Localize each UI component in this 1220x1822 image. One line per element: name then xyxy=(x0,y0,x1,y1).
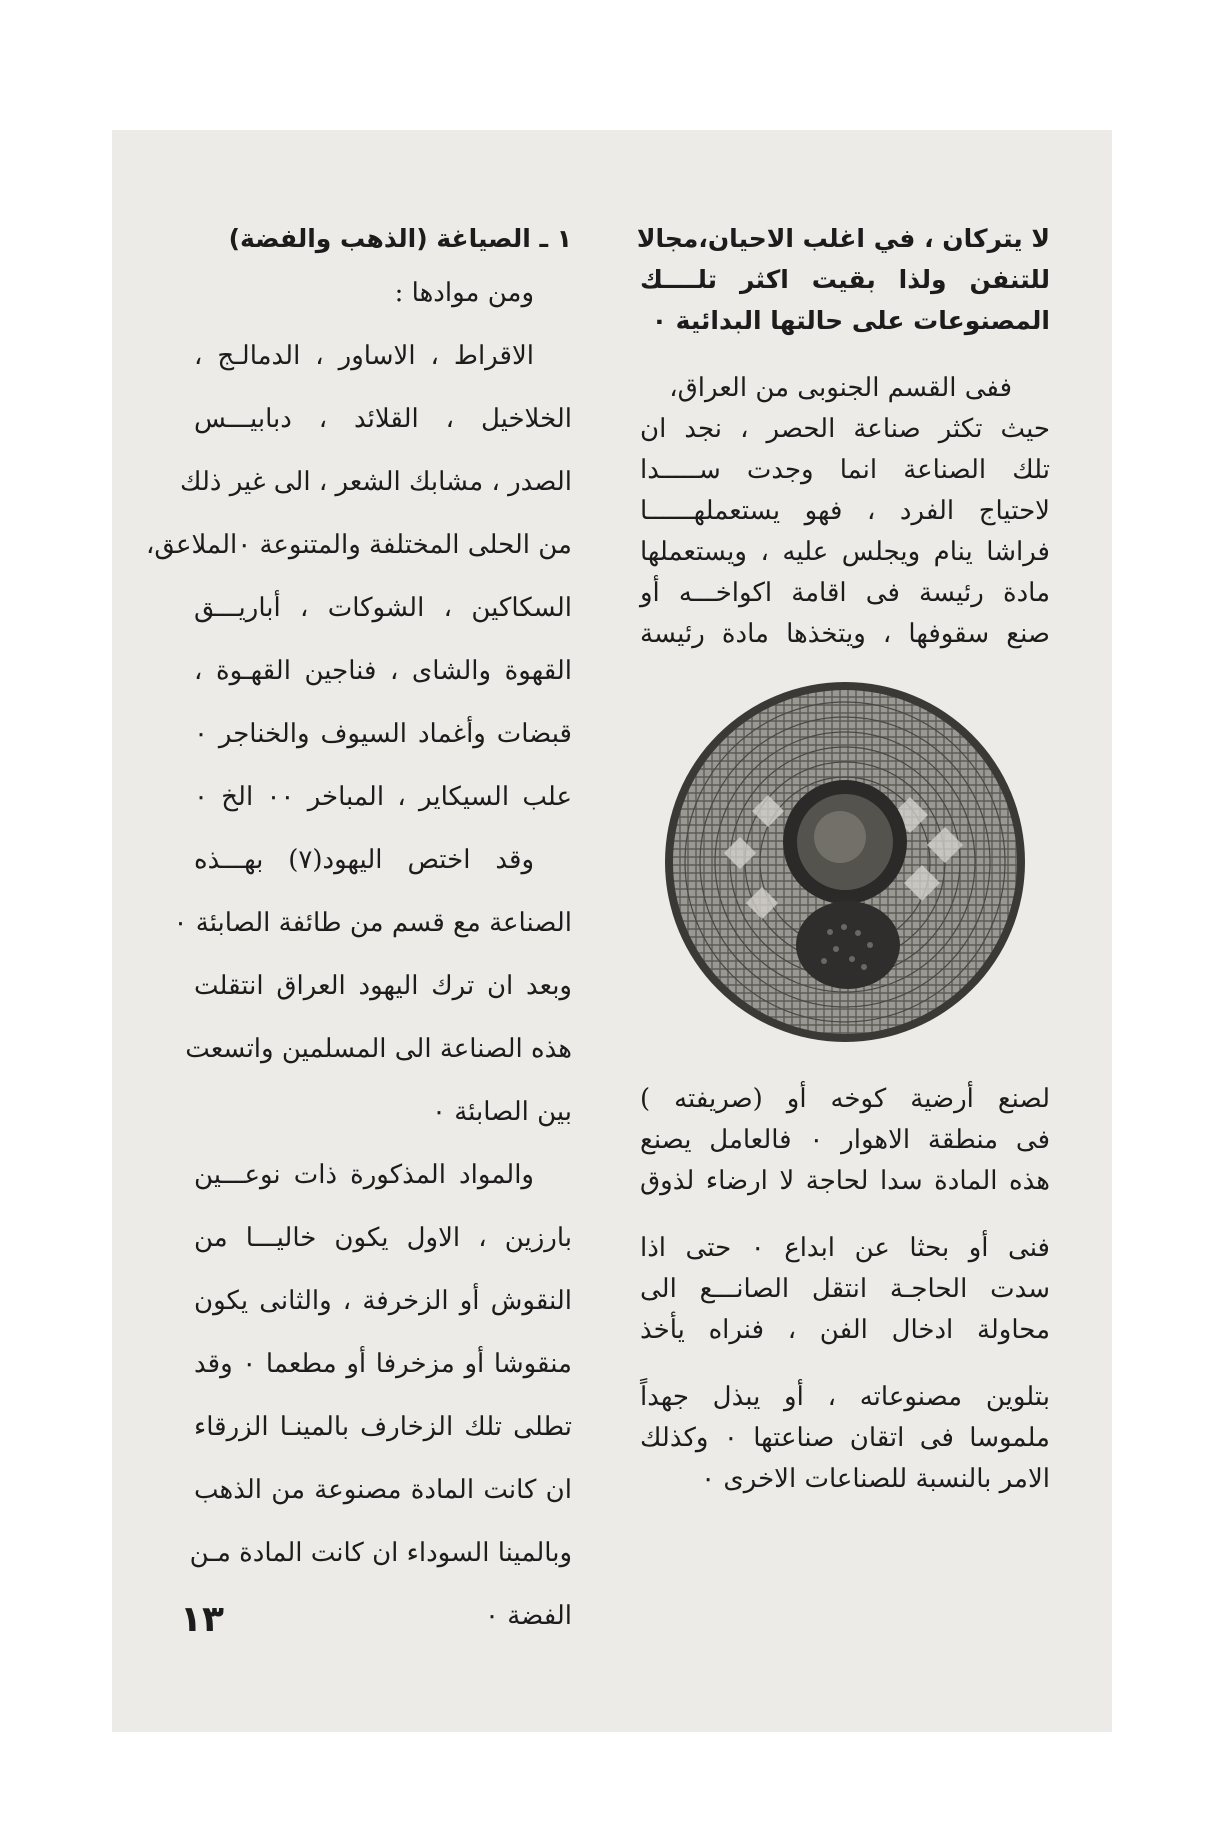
paragraph-line: والمواد المذكورة ذات نوعـــين xyxy=(194,1160,534,1190)
paragraph-line: ان كانت المادة مصنوعة من الذهب xyxy=(194,1475,572,1505)
paragraph-line: صنع سقوفها ، ويتخذها مادة رئيسة xyxy=(640,619,1050,649)
section-heading: ١ ـ الصياغة (الذهب والفضة) xyxy=(228,224,572,253)
paragraph-line: قبضات وأغماد السيوف والخناجر ٠ xyxy=(194,719,572,749)
paragraph-line: وبعد ان ترك اليهود العراق انتقلت xyxy=(194,971,572,1001)
paragraph-line: سدت الحاجـة انتقل الصانـــع الى xyxy=(640,1274,1050,1304)
paragraph-line: القهوة والشاى ، فناجين القهـوة ، xyxy=(194,656,572,686)
paragraph-line: علب السيكاير ، المباخر ٠٠ الخ ٠ xyxy=(194,782,572,812)
paragraph-line: لا يتركان ، في اغلب الاحيان،مجالا xyxy=(636,224,1050,253)
paragraph-line: المصنوعات على حالتها البدائية ٠ xyxy=(651,306,1050,335)
paragraph-line: الفضة ٠ xyxy=(484,1601,572,1631)
paragraph-line: ملموسا فى اتقان صناعتها ٠ وكذلك xyxy=(640,1423,1050,1453)
woven-basket-tray-image xyxy=(660,677,1030,1047)
paragraph-line: لاحتياج الفرد ، فهو يستعملهــــــا xyxy=(640,496,1050,526)
paragraph-line: بارزين ، الاول يكون خاليـــا من xyxy=(194,1223,572,1253)
paragraph-line: وقد اختص اليهود(٧) بهـــذه xyxy=(194,845,534,875)
left-column xyxy=(145,222,572,1662)
paragraph-line: الخلاخيل ، القلائد ، دبابيـــس xyxy=(194,404,572,434)
right-column xyxy=(636,222,1051,1503)
paragraph-line: هذه الصناعة الى المسلمين واتسعت xyxy=(185,1034,572,1064)
paragraph-line: وبالمينا السوداء ان كانت المادة مـن xyxy=(189,1538,572,1568)
paragraph-line: الاقراط ، الاساور ، الدمالـج ، xyxy=(194,341,534,371)
paragraph-line: تطلى تلك الزخارف بالمينـا الزرقاء xyxy=(194,1412,572,1442)
paragraph-line: تلك الصناعة انما وجدت ســـــدا xyxy=(640,455,1050,485)
document-page xyxy=(112,130,1112,1732)
paragraph-line: الصدر ، مشابك الشعر ، الى غير ذلك xyxy=(180,467,572,497)
paragraph-line: النقوش أو الزخرفة ، والثانى يكون xyxy=(194,1286,572,1316)
paragraph-line: من الحلى المختلفة والمتنوعة ٠الملاعق، xyxy=(145,530,572,560)
paragraph-line: الصناعة مع قسم من طائفة الصابئة ٠ xyxy=(173,908,572,938)
paragraph-line: السكاكين ، الشوكات ، أباريـــق xyxy=(194,593,572,623)
paragraph-line: بتلوين مصنوعاته ، أو يبذل جهداً xyxy=(640,1382,1050,1412)
paragraph-line: الامر بالنسبة للصناعات الاخرى ٠ xyxy=(701,1464,1050,1494)
paragraph-line: ففى القسم الجنوبى من العراق، xyxy=(669,373,1012,403)
paragraph-line: مادة رئيسة فى اقامة اكواخـــه أو xyxy=(640,578,1050,608)
paragraph-line: فراشا ينام ويجلس عليه ، ويستعملها xyxy=(640,537,1050,567)
basket-figure xyxy=(640,672,1050,1052)
paragraph-line: لصنع أرضية كوخه أو (صريفته ) xyxy=(640,1084,1050,1114)
paragraph-line: بين الصابئة ٠ xyxy=(431,1097,572,1127)
paragraph-line: هذه المادة سدا لحاجة لا ارضاء لذوق xyxy=(640,1166,1050,1196)
paragraph-line: فنى أو بحثا عن ابداع ٠ حتى اذا xyxy=(640,1233,1050,1263)
paragraph-line: محاولة ادخال الفن ، فنراه يأخذ xyxy=(640,1315,1050,1345)
paragraph-line: حيث تكثر صناعة الحصر ، نجد ان xyxy=(640,414,1050,444)
paragraph-line: للتنفن ولذا بقيت اكثر تلــــك xyxy=(640,265,1050,294)
page-number: ١٣ xyxy=(180,1599,224,1640)
paragraph-line: منقوشا أو مزخرفا أو مطعما ٠ وقد xyxy=(194,1349,572,1379)
paragraph-line: ومن موادها : xyxy=(394,278,534,308)
paragraph-line: فى منطقة الاهوار ٠ فالعامل يصنع xyxy=(640,1125,1051,1155)
